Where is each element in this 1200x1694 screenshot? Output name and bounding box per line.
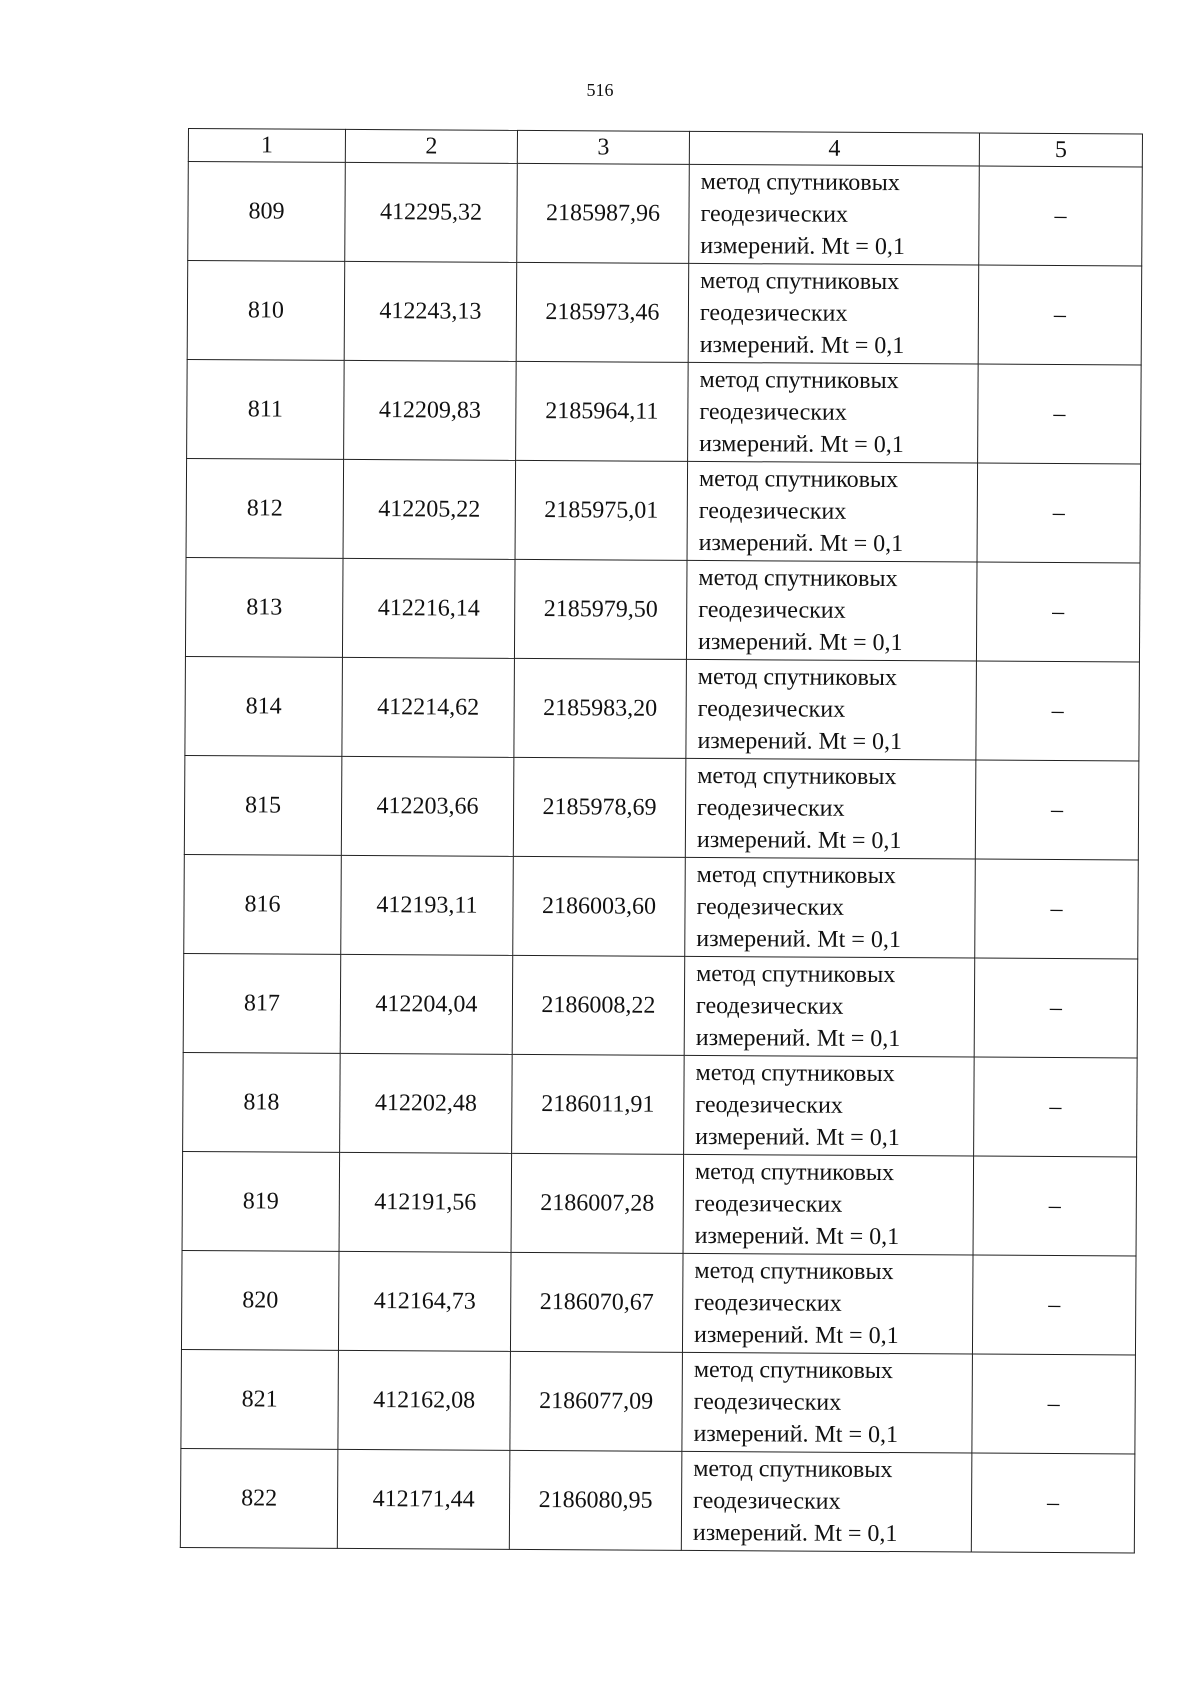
point-number-cell: 821 bbox=[181, 1349, 339, 1449]
coordinate-x-cell: 412205,22 bbox=[343, 459, 516, 559]
method-line: измерений. Mt = 0,1 bbox=[693, 1321, 899, 1350]
method-line: геодезических bbox=[697, 695, 846, 723]
table-row bbox=[184, 854, 1139, 958]
table-header-row bbox=[188, 129, 1142, 167]
coordinate-y-cell: 2185983,20 bbox=[514, 658, 687, 758]
method-line: метод спутниковых bbox=[699, 366, 899, 395]
method-line: измерений. Mt = 0,1 bbox=[699, 331, 905, 360]
table-row bbox=[184, 755, 1139, 859]
point-number-cell: 810 bbox=[187, 261, 345, 361]
method-line: геодезических bbox=[693, 1388, 842, 1416]
note-cell: – bbox=[974, 1057, 1138, 1157]
coordinate-y-cell: 2186070,67 bbox=[510, 1252, 683, 1352]
note-cell: – bbox=[978, 364, 1142, 464]
note-cell: – bbox=[975, 859, 1139, 959]
coordinate-y-cell: 2185979,50 bbox=[514, 559, 687, 659]
note-cell: – bbox=[979, 166, 1143, 266]
note-cell: – bbox=[972, 1354, 1136, 1454]
column-header-2: 2 bbox=[345, 129, 517, 163]
method-line: измерений. Mt = 0,1 bbox=[699, 430, 904, 459]
table-row bbox=[183, 953, 1138, 1057]
coordinate-y-cell: 2185964,11 bbox=[516, 361, 689, 461]
method-line: измерений. Mt = 0,1 bbox=[692, 1519, 898, 1548]
note-cell: – bbox=[972, 1255, 1136, 1355]
point-number-cell: 814 bbox=[185, 656, 343, 756]
coordinate-y-cell: 2186080,95 bbox=[509, 1450, 682, 1550]
table-row bbox=[187, 359, 1142, 463]
coordinate-x-cell: 412209,83 bbox=[344, 360, 517, 460]
coordinate-x-cell: 412243,13 bbox=[344, 261, 517, 361]
column-header-4: 4 bbox=[689, 131, 979, 166]
method-line: измерений. Mt = 0,1 bbox=[696, 925, 901, 954]
coordinate-x-cell: 412164,73 bbox=[338, 1251, 511, 1351]
method-cell bbox=[682, 1352, 973, 1453]
method-line: геодезических bbox=[696, 893, 845, 921]
method-cell bbox=[684, 1055, 975, 1156]
table-row bbox=[186, 458, 1141, 562]
method-line: геодезических bbox=[694, 1289, 842, 1317]
column-header-5: 5 bbox=[979, 133, 1142, 167]
table-row bbox=[188, 162, 1143, 266]
coordinate-y-cell: 2186011,91 bbox=[512, 1054, 685, 1154]
point-number-cell: 813 bbox=[185, 557, 343, 657]
table-row bbox=[185, 557, 1140, 661]
coordinate-x-cell: 412216,14 bbox=[342, 558, 515, 658]
coordinate-x-cell: 412193,11 bbox=[341, 855, 514, 955]
coordinates-table bbox=[180, 128, 1143, 1553]
method-line: метод спутниковых bbox=[694, 1257, 894, 1286]
column-header-1: 1 bbox=[188, 129, 345, 163]
method-line: метод спутниковых bbox=[693, 1455, 893, 1484]
method-cell bbox=[688, 362, 979, 463]
point-number-cell: 817 bbox=[183, 953, 341, 1053]
method-line: измерений. Mt = 0,1 bbox=[696, 826, 902, 855]
table-row bbox=[185, 656, 1140, 760]
point-number-cell: 818 bbox=[183, 1052, 341, 1152]
point-number-cell: 820 bbox=[181, 1250, 339, 1350]
note-cell: – bbox=[977, 463, 1141, 563]
page-number: 516 bbox=[586, 80, 614, 100]
method-line: метод спутниковых bbox=[693, 1356, 894, 1385]
table-row bbox=[180, 1448, 1135, 1552]
method-line: геодезических bbox=[699, 299, 848, 327]
method-line: измерений. Mt = 0,1 bbox=[695, 1024, 901, 1053]
method-line: геодезических bbox=[698, 596, 846, 624]
method-line: геодезических bbox=[698, 497, 847, 525]
method-cell bbox=[682, 1253, 973, 1354]
method-line: геодезических bbox=[699, 398, 847, 426]
method-cell bbox=[686, 560, 977, 661]
method-line: измерений. Mt = 0,1 bbox=[697, 628, 903, 657]
note-cell: – bbox=[978, 265, 1142, 365]
method-line: геодезических bbox=[695, 992, 844, 1020]
method-cell bbox=[685, 857, 976, 958]
coordinate-x-cell: 412162,08 bbox=[338, 1350, 511, 1450]
point-number-cell: 811 bbox=[187, 359, 345, 459]
coordinate-x-cell: 412202,48 bbox=[340, 1053, 513, 1153]
method-line: измерений. Mt = 0,1 bbox=[700, 232, 905, 261]
table-body bbox=[180, 162, 1142, 1553]
point-number-cell: 819 bbox=[182, 1151, 340, 1251]
method-line: измерений. Mt = 0,1 bbox=[698, 529, 904, 558]
method-line: метод спутниковых bbox=[700, 267, 900, 296]
table-row bbox=[181, 1349, 1136, 1453]
method-cell bbox=[686, 659, 977, 760]
method-line: метод спутниковых bbox=[696, 960, 896, 989]
method-line: измерений. Mt = 0,1 bbox=[694, 1222, 900, 1251]
coordinate-x-cell: 412203,66 bbox=[341, 756, 514, 856]
method-cell bbox=[681, 1451, 972, 1552]
coordinate-x-cell: 412295,32 bbox=[345, 162, 518, 262]
point-number-cell: 809 bbox=[188, 162, 346, 262]
note-cell: – bbox=[971, 1453, 1135, 1553]
method-cell bbox=[685, 758, 976, 859]
point-number-cell: 812 bbox=[186, 458, 344, 558]
coordinate-y-cell: 2186003,60 bbox=[513, 856, 686, 956]
coordinate-y-cell: 2186008,22 bbox=[512, 955, 685, 1055]
coordinate-x-cell: 412214,62 bbox=[342, 657, 515, 757]
method-cell bbox=[684, 956, 975, 1057]
coordinate-y-cell: 2185973,46 bbox=[516, 262, 689, 362]
coordinate-x-cell: 412204,04 bbox=[340, 954, 513, 1054]
table-row bbox=[181, 1250, 1136, 1354]
method-cell bbox=[689, 164, 980, 265]
coordinate-y-cell: 2186077,09 bbox=[510, 1351, 683, 1451]
method-line: метод спутниковых bbox=[700, 168, 900, 197]
method-line: геодезических bbox=[695, 1091, 843, 1119]
method-line: геодезических bbox=[694, 1190, 843, 1218]
method-line: метод спутниковых bbox=[698, 564, 898, 593]
method-line: метод спутниковых bbox=[697, 663, 898, 692]
table-row bbox=[182, 1151, 1137, 1255]
method-line: геодезических bbox=[693, 1487, 841, 1515]
coordinate-y-cell: 2185978,69 bbox=[513, 757, 686, 857]
coordinate-x-cell: 412171,44 bbox=[337, 1449, 510, 1549]
method-line: метод спутниковых bbox=[698, 465, 899, 494]
coordinate-y-cell: 2185987,96 bbox=[517, 163, 690, 263]
method-line: метод спутниковых bbox=[695, 1059, 895, 1088]
method-line: метод спутниковых bbox=[694, 1158, 895, 1187]
method-line: метод спутниковых bbox=[697, 762, 897, 791]
point-number-cell: 816 bbox=[184, 854, 342, 954]
table-row bbox=[187, 261, 1142, 365]
method-line: геодезических bbox=[700, 200, 849, 228]
method-line: метод спутниковых bbox=[696, 861, 896, 890]
method-cell bbox=[683, 1154, 974, 1255]
column-header-3: 3 bbox=[517, 130, 689, 164]
point-number-cell: 815 bbox=[184, 755, 342, 855]
coordinate-x-cell: 412191,56 bbox=[339, 1152, 512, 1252]
method-line: измерений. Mt = 0,1 bbox=[693, 1420, 899, 1449]
table-row bbox=[183, 1052, 1138, 1156]
method-line: геодезических bbox=[697, 794, 845, 822]
coordinate-y-cell: 2185975,01 bbox=[515, 460, 688, 560]
note-cell: – bbox=[976, 562, 1140, 662]
method-cell bbox=[687, 461, 978, 562]
note-cell: – bbox=[975, 760, 1139, 860]
point-number-cell: 822 bbox=[180, 1448, 338, 1548]
note-cell: – bbox=[974, 958, 1138, 1058]
method-line: измерений. Mt = 0,1 bbox=[695, 1123, 900, 1152]
coordinate-y-cell: 2186007,28 bbox=[511, 1153, 684, 1253]
note-cell: – bbox=[973, 1156, 1137, 1256]
method-line: измерений. Mt = 0,1 bbox=[697, 727, 903, 756]
method-cell bbox=[688, 263, 979, 364]
note-cell: – bbox=[976, 661, 1140, 761]
